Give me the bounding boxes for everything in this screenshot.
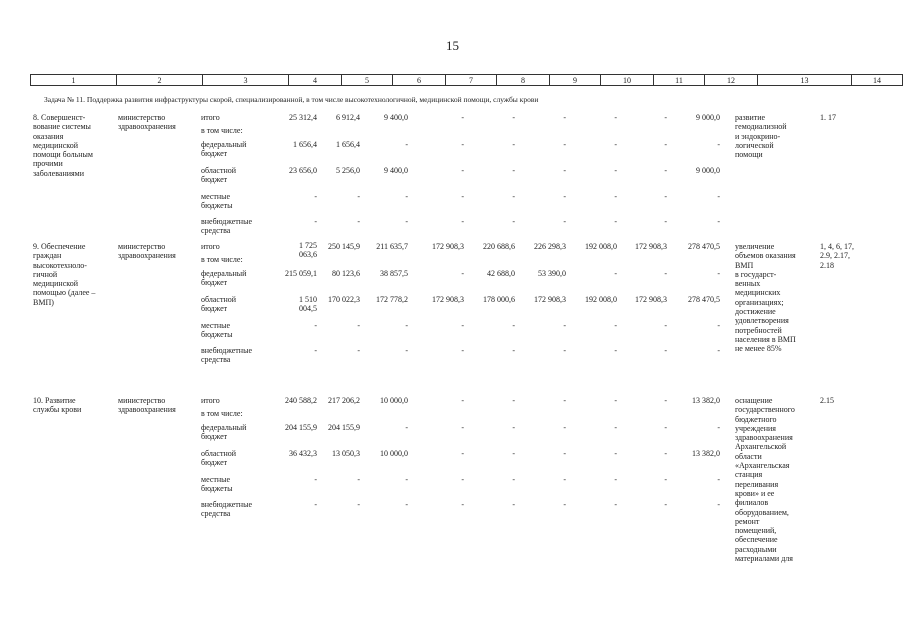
funding-value: 204 155,9 [328,423,360,432]
funding-value: 13 382,0 [692,396,720,405]
funding-source: в том числе: [201,126,243,135]
funding-value: - [664,321,667,330]
funding-value: 1 725 063,6 [299,241,317,260]
funding-value: - [357,500,360,509]
funding-value: - [405,500,408,509]
event-name: 9. Обеспечение граждан высокотехноло- гичной медицинской помощью (далее – ВМП) [33,242,96,307]
funding-value: 217 206,2 [328,396,360,405]
funding-source: федеральный бюджет [201,269,247,288]
funding-value: 1 656,4 [336,140,360,149]
funding-value: - [664,449,667,458]
funding-value: - [614,346,617,355]
funding-value: - [717,475,720,484]
funding-value: - [563,423,566,432]
funding-value: - [717,423,720,432]
funding-value: 178 000,6 [483,295,515,304]
funding-value: 38 857,5 [380,269,408,278]
funding-value: - [664,396,667,405]
funding-value: 250 145,9 [328,242,360,251]
funding-value: - [664,423,667,432]
funding-value: 6 912,4 [336,113,360,122]
funding-value: - [461,500,464,509]
funding-value: - [563,346,566,355]
funding-value: 172 908,3 [635,295,667,304]
column-number-7: 7 [446,75,497,86]
funding-value: 10 000,0 [380,396,408,405]
funding-value: - [357,192,360,201]
funding-value: - [664,166,667,175]
funding-value: - [461,166,464,175]
funding-value: 226 298,3 [534,242,566,251]
funding-value: - [717,140,720,149]
funding-value: - [664,346,667,355]
funding-value: 13 382,0 [692,449,720,458]
expected-result: увеличение объемов оказания ВМП в государст- венных медицинских организациях; достижение удовлетворения потребностей населения в ВМП не менее 85% [735,242,796,354]
funding-value: - [512,166,515,175]
funding-value: - [461,140,464,149]
funding-value: - [512,500,515,509]
funding-value: - [717,217,720,226]
funding-value: - [614,217,617,226]
column-number-8: 8 [497,75,550,86]
funding-source: итого [201,113,220,122]
executor: министерство здравоохранения [118,242,176,261]
column-number-1: 1 [31,75,117,86]
funding-value: 10 000,0 [380,449,408,458]
funding-source: в том числе: [201,255,243,264]
funding-value: - [614,423,617,432]
funding-value: - [461,192,464,201]
funding-value: - [461,475,464,484]
funding-value: 172 908,3 [635,242,667,251]
funding-value: - [357,321,360,330]
funding-value: - [461,321,464,330]
funding-value: - [512,192,515,201]
funding-value: - [512,113,515,122]
executor: министерство здравоохранения [118,396,176,415]
funding-value: - [512,423,515,432]
funding-value: - [717,346,720,355]
funding-value: - [512,140,515,149]
column-number-9: 9 [550,75,601,86]
funding-value: 278 470,5 [688,242,720,251]
funding-source: итого [201,242,220,251]
funding-value: 204 155,9 [285,423,317,432]
funding-value: - [405,475,408,484]
column-number-14: 14 [852,75,903,86]
column-number-row [31,75,903,86]
funding-value: 80 123,6 [332,269,360,278]
funding-value: - [563,396,566,405]
funding-source: внебюджетные средства [201,217,252,236]
funding-value: - [664,269,667,278]
funding-value: - [512,396,515,405]
funding-value: 192 008,0 [585,295,617,304]
funding-source: федеральный бюджет [201,140,247,159]
funding-value: - [461,269,464,278]
funding-value: 240 588,2 [285,396,317,405]
funding-value: - [314,500,317,509]
funding-value: - [512,321,515,330]
funding-value: - [461,113,464,122]
funding-source: в том числе: [201,409,243,418]
funding-value: - [614,166,617,175]
funding-value: - [405,192,408,201]
funding-value: - [461,217,464,226]
funding-value: - [461,396,464,405]
page-number: 15 [446,38,459,53]
column-number-5: 5 [342,75,393,86]
funding-value: - [314,192,317,201]
funding-source: областной бюджет [201,295,237,314]
funding-value: - [614,449,617,458]
funding-value: - [405,140,408,149]
funding-value: 13 050,3 [332,449,360,458]
funding-value: - [563,500,566,509]
funding-value: - [461,423,464,432]
funding-value: 9 000,0 [696,113,720,122]
funding-value: 170 022,3 [328,295,360,304]
funding-source: федеральный бюджет [201,423,247,442]
funding-value: 9 000,0 [696,166,720,175]
funding-value: - [614,475,617,484]
funding-value: - [314,321,317,330]
funding-value: - [357,217,360,226]
funding-value: 42 688,0 [487,269,515,278]
funding-value: 172 908,3 [534,295,566,304]
funding-value: - [614,396,617,405]
funding-value: - [405,423,408,432]
funding-value: 172 778,2 [376,295,408,304]
funding-source: областной бюджет [201,166,237,185]
funding-value: - [405,217,408,226]
target-indicators: 1. 17 [820,113,836,122]
funding-value: 53 390,0 [538,269,566,278]
event-name: 8. Совершенст- вование системы оказания медицинской помощи больным прочими заболеваниями [33,113,93,178]
funding-source: областной бюджет [201,449,237,468]
funding-value: - [614,269,617,278]
column-number-header [30,74,903,86]
funding-value: 211 635,7 [376,242,408,251]
funding-value: - [563,217,566,226]
funding-value: - [717,321,720,330]
column-number-12: 12 [705,75,758,86]
funding-value: - [512,475,515,484]
funding-value: - [563,140,566,149]
funding-value: - [563,449,566,458]
funding-value: - [614,113,617,122]
funding-value: - [314,475,317,484]
column-number-13: 13 [758,75,852,86]
funding-value: 1 510 004,5 [299,295,317,314]
funding-value: - [614,500,617,509]
task-title: Задача № 11. Поддержка развития инфраструктуры скорой, специализированной, в том числе высокотехнологичной, медицинской помощи, службы крови [44,95,539,104]
event-name: 10. Развитие службы крови [33,396,82,415]
funding-value: - [717,500,720,509]
funding-value: 1 656,4 [293,140,317,149]
funding-value: 215 059,1 [285,269,317,278]
funding-value: - [461,449,464,458]
funding-value: - [563,192,566,201]
funding-value: - [357,346,360,355]
funding-value: - [314,346,317,355]
funding-value: 25 312,4 [289,113,317,122]
column-number-4: 4 [289,75,342,86]
funding-value: - [461,346,464,355]
funding-value: - [614,321,617,330]
funding-source: итого [201,396,220,405]
funding-source: местные бюджеты [201,321,233,340]
funding-value: - [563,321,566,330]
funding-value: 220 688,6 [483,242,515,251]
funding-source: местные бюджеты [201,192,233,211]
funding-value: - [664,475,667,484]
funding-value: 278 470,5 [688,295,720,304]
funding-value: - [717,269,720,278]
funding-value: 9 400,0 [384,113,408,122]
funding-value: - [512,449,515,458]
target-indicators: 2.15 [820,396,834,405]
funding-value: - [512,346,515,355]
funding-value: - [405,346,408,355]
funding-value: 172 908,3 [432,242,464,251]
funding-value: 36 432,3 [289,449,317,458]
funding-source: внебюджетные средства [201,500,252,519]
funding-value: - [614,140,617,149]
executor: министерство здравоохранения [118,113,176,132]
expected-result: оснащение государственного бюджетного учреждения здравоохранения Архангельской области «Архангельская станция переливания крови» и ее филиалов оборудованием, ремонт помещений, обеспечение расходными материалами для [735,396,795,564]
funding-value: - [405,321,408,330]
funding-value: - [614,192,617,201]
funding-value: - [664,113,667,122]
expected-result: развитие гемодиализной и эндокрино- логической помощи [735,113,787,160]
funding-value: - [717,192,720,201]
column-number-3: 3 [203,75,289,86]
target-indicators: 1, 4, 6, 17, 2.9, 2.17, 2.18 [820,242,854,270]
column-number-11: 11 [654,75,705,86]
column-number-6: 6 [393,75,446,86]
column-number-2: 2 [117,75,203,86]
funding-value: - [563,475,566,484]
funding-value: 23 656,0 [289,166,317,175]
funding-value: - [512,217,515,226]
funding-source: внебюджетные средства [201,346,252,365]
funding-value: 5 256,0 [336,166,360,175]
funding-value: - [357,475,360,484]
funding-value: - [664,217,667,226]
funding-value: - [664,192,667,201]
funding-value: - [664,140,667,149]
funding-value: 9 400,0 [384,166,408,175]
funding-value: 172 908,3 [432,295,464,304]
funding-value: - [664,500,667,509]
funding-source: местные бюджеты [201,475,233,494]
funding-value: - [563,166,566,175]
funding-value: - [314,217,317,226]
funding-value: 192 008,0 [585,242,617,251]
column-number-10: 10 [601,75,654,86]
funding-value: - [563,113,566,122]
